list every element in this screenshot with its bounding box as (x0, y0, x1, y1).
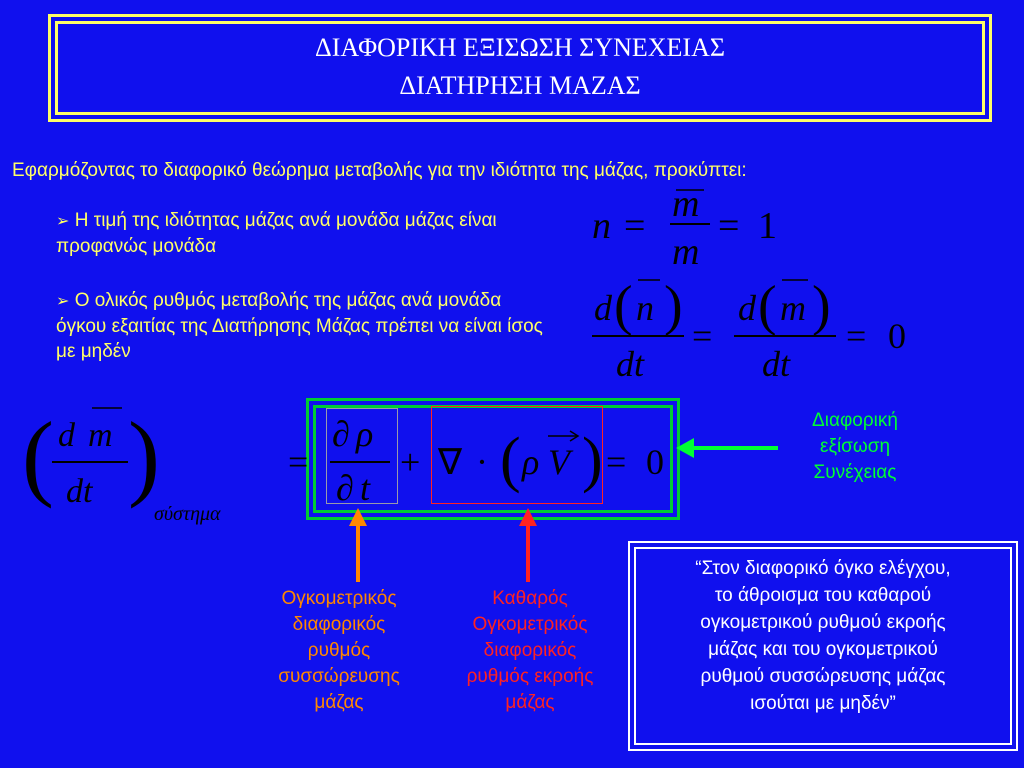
title-line-2: ΔΙΑΤΗΡΗΣΗ ΜΑΖΑΣ (399, 71, 641, 100)
quote-line: μάζας και του ογκομετρικού (708, 639, 938, 660)
quote-line: ογκομετρικού ρυθμού εκροής (700, 612, 946, 633)
accumulation-label-line: μάζας (314, 692, 364, 713)
eq3-partial: ∂ (332, 414, 350, 454)
eq3-d: d (58, 417, 75, 454)
eq1-rhs: 1 (758, 205, 777, 247)
eq2-rparen: ) (664, 275, 683, 337)
quote-box (628, 541, 1018, 751)
bullet-marker: ➢ (56, 293, 70, 310)
eq3-dt: dt (66, 473, 93, 510)
eq2-m: m (780, 288, 806, 328)
eq3-dot: · (476, 442, 488, 482)
bullet-text: Η τιμή της ιδιότητας μάζας ανά μονάδα μάζας είναι προφανώς μονάδα (56, 210, 497, 257)
eq2-rparen-2: ) (812, 275, 831, 337)
accumulation-label (250, 586, 428, 716)
eq2-equals-2: = (846, 316, 867, 356)
eq3-plus: + (400, 442, 421, 482)
eq1-n: n (592, 205, 611, 247)
eq1-denominator: m (672, 231, 700, 273)
accumulation-label-line: διαφορικός (292, 614, 386, 635)
eq3-t: t (360, 468, 371, 508)
title-line-1: ΔΙΑΦΟΡΙΚΗ ΕΞΙΣΩΣΗ ΣΥΝΕΧΕΙΑΣ (315, 33, 725, 62)
red-arrow-head (519, 508, 537, 526)
bullet-marker: ➢ (56, 213, 70, 230)
eq2-lparen-2: ( (758, 275, 777, 337)
eq2-n: n (636, 288, 654, 328)
eq2-d-2: d (738, 288, 756, 328)
outflow-label-line: διαφορικός (483, 640, 577, 661)
eq3-rho-2: ρ (522, 442, 540, 482)
quote-line: ισούται με μηδέν” (750, 693, 896, 714)
eq3-nabla: ∇ (438, 442, 463, 482)
continuity-label-line: εξίσωση (819, 436, 891, 457)
eq2-lparen: ( (614, 275, 633, 337)
eq2-zero: 0 (888, 316, 906, 356)
continuity-label-line: Συνέχειας (813, 462, 897, 483)
outflow-label (440, 586, 620, 716)
eq3-m: m (88, 417, 113, 454)
eq3-rho: ρ (356, 414, 374, 454)
continuity-label-line: Διαφορική (812, 410, 898, 431)
outflow-label-line: Καθαρός (492, 588, 568, 609)
quote-line: το άθροισμα του καθαρού (714, 585, 932, 606)
eq2-dt-2: dt (762, 344, 791, 384)
eq3-equals: = (288, 442, 309, 482)
quote-line: “Στον διαφορικό όγκο ελέγχου, (695, 558, 951, 579)
eq2-dt: dt (616, 344, 645, 384)
eq3-equals-2: = (606, 442, 627, 482)
eq3-V: V (548, 442, 570, 482)
outflow-label-line: μάζας (505, 692, 555, 713)
eq2-d: d (594, 288, 612, 328)
eq3-rparen-2: ) (582, 426, 603, 494)
quote-line: ρυθμού συσσώρευσης μάζας (700, 666, 946, 687)
eq3-lparen: ( (22, 402, 54, 509)
accumulation-label-line: Ογκομετρικός (281, 588, 397, 609)
eq3-rparen: ) (128, 402, 160, 509)
continuity-label (780, 408, 930, 486)
bullet-text: Ο ολικός ρυθμός μεταβολής της μάζας ανά μονάδα όγκου εξαιτίας της Διατήρησης Μάζας πρέπει να είναι ίσος με μηδέν (56, 290, 543, 362)
eq1-equals-2: = (718, 205, 740, 247)
eq3-lparen-2: ( (500, 426, 521, 494)
eq3-partial-2: ∂ (336, 468, 354, 508)
accumulation-label-line: ρυθμός (307, 640, 371, 661)
outflow-label-line: Ογκομετρικός (472, 614, 588, 635)
eq2-equals: = (692, 316, 713, 356)
eq3-subscript: σύστημα (154, 503, 221, 525)
orange-arrow-head (349, 508, 367, 526)
quote-text (630, 555, 1016, 717)
eq1-numerator: m (672, 183, 700, 225)
green-arrow-head (676, 438, 694, 458)
intro-text: Εφαρμόζοντας το διαφορικό θεώρημα μεταβολής για την ιδιότητα της μάζας, προκύπτει: (12, 160, 747, 181)
eq3-zero: 0 (646, 442, 664, 482)
eq1-equals: = (624, 205, 646, 247)
accumulation-label-line: συσσώρευσης (278, 666, 400, 687)
outflow-label-line: ρυθμός εκροής (466, 666, 594, 687)
